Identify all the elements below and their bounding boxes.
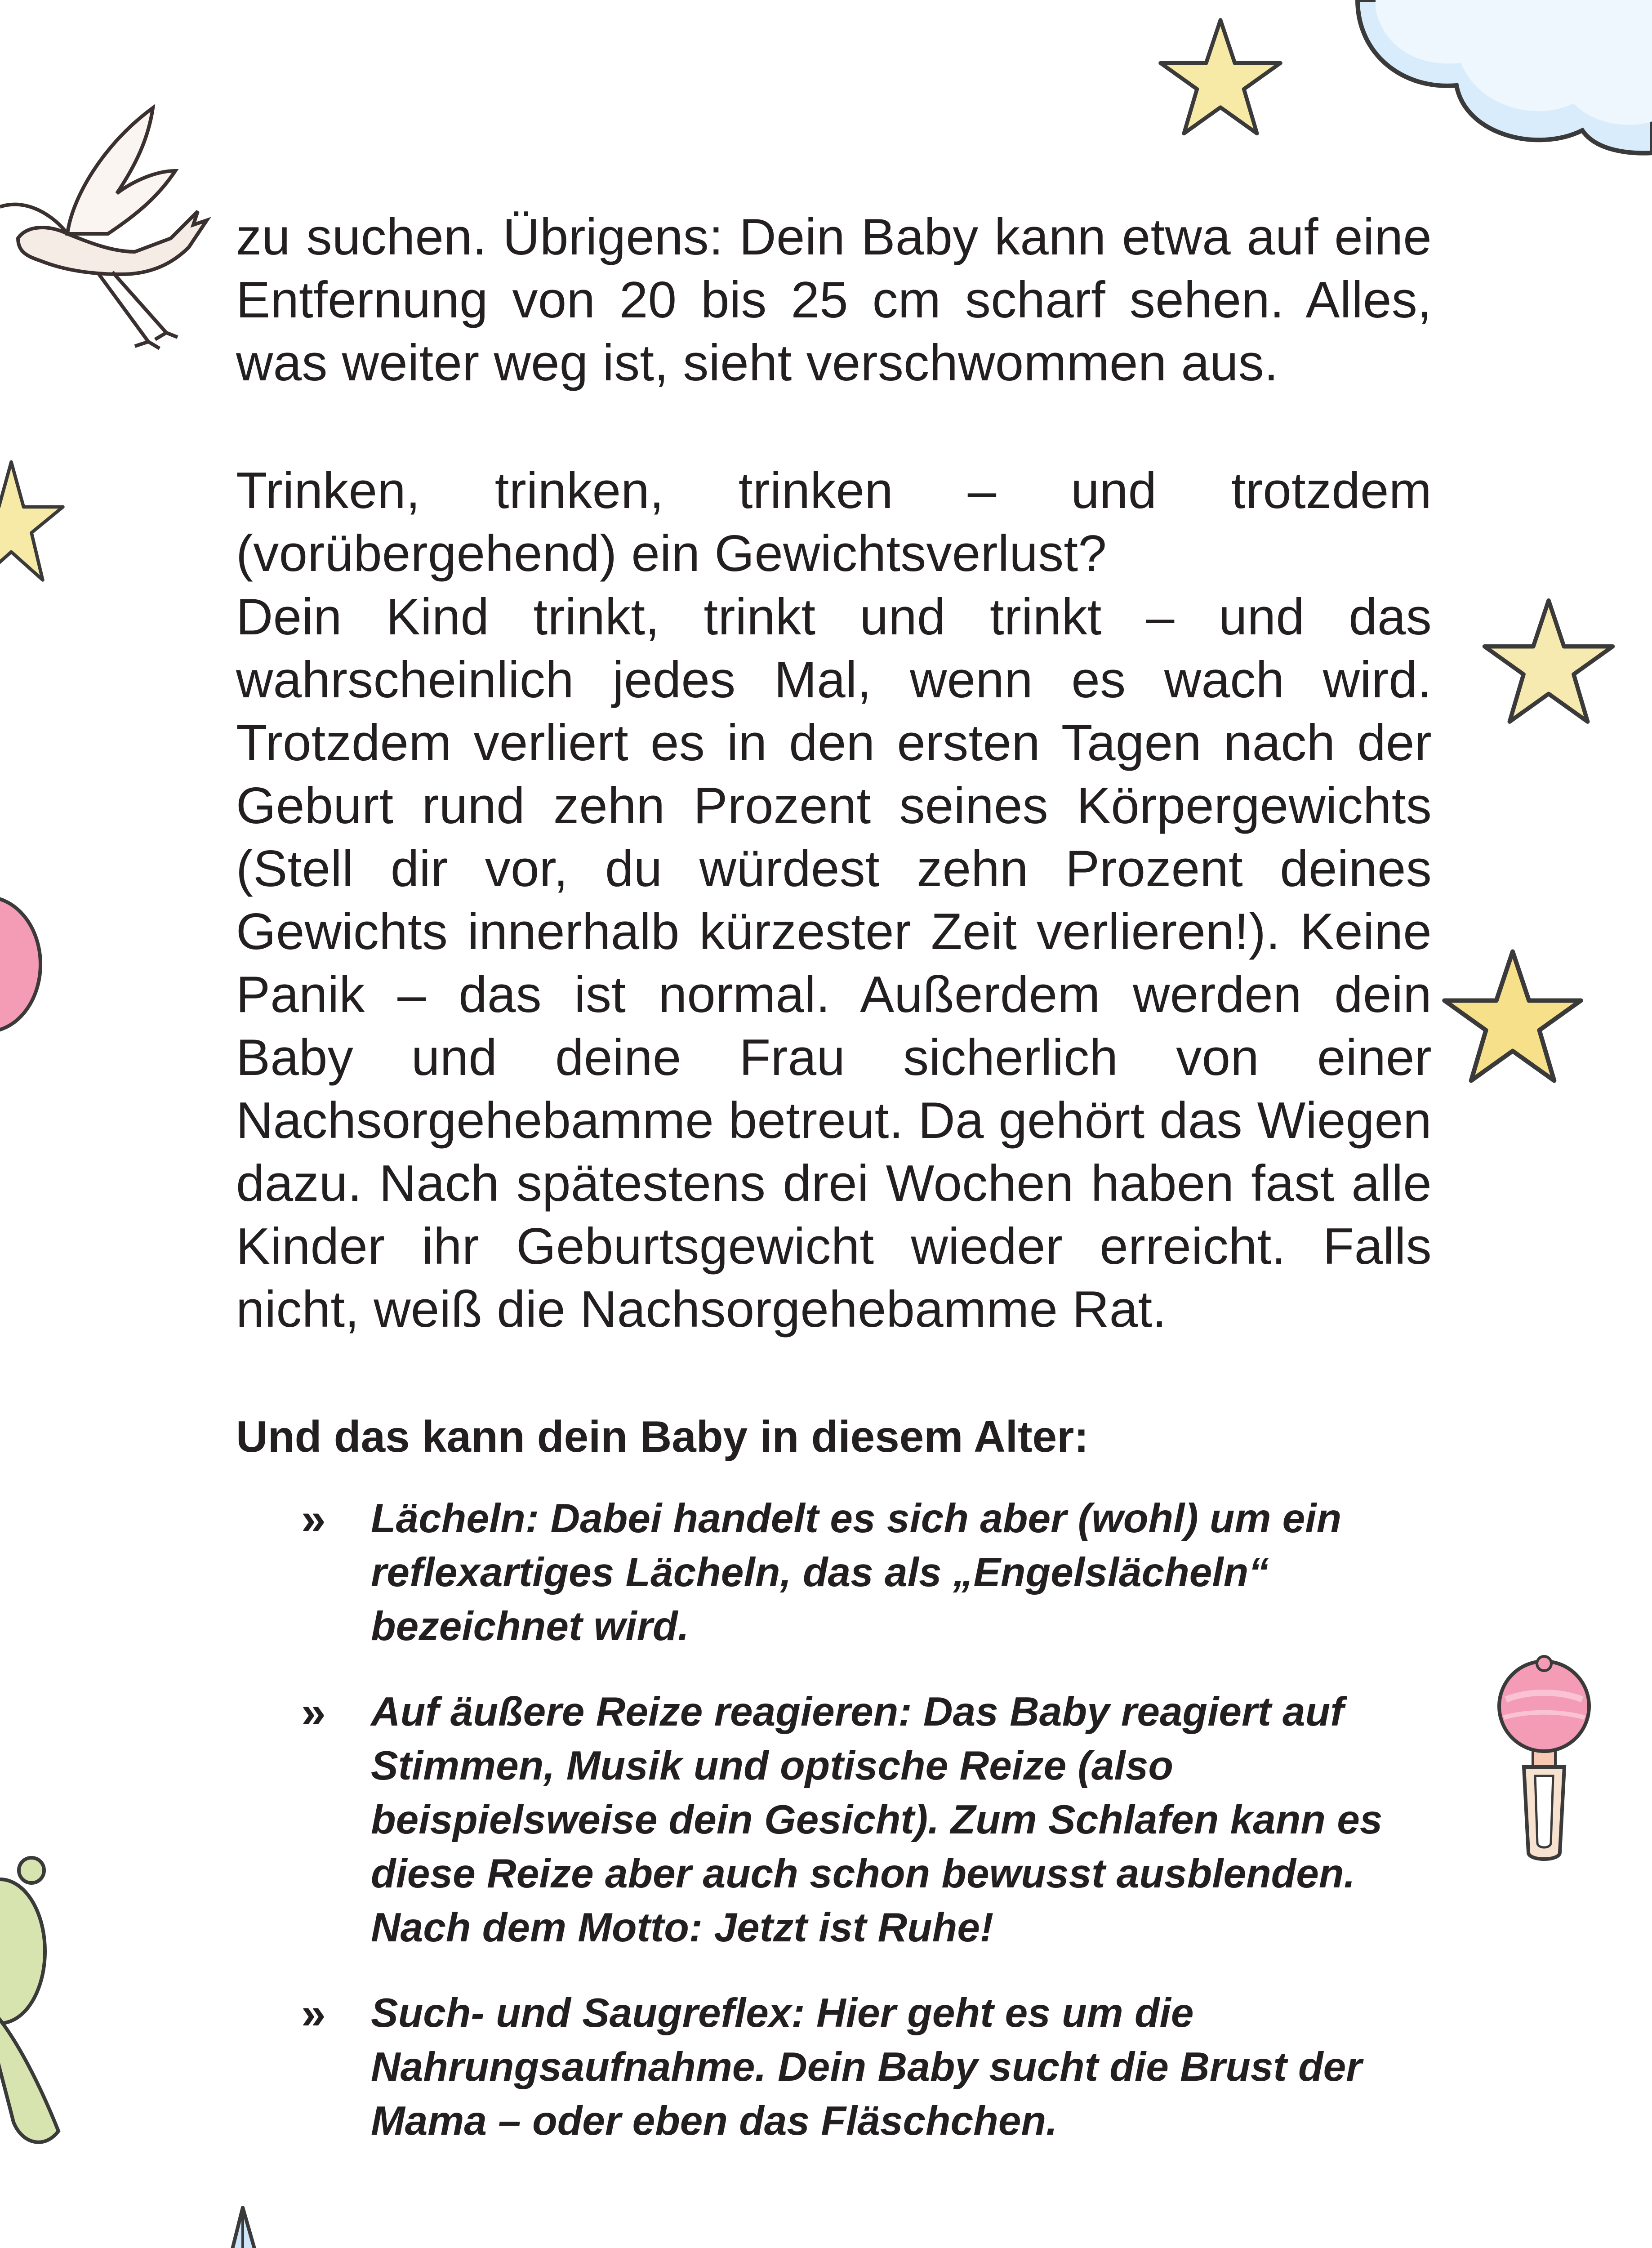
bullet-marker: »: [301, 1494, 326, 1543]
paper-boat-icon: [126, 2199, 360, 2248]
cloud-icon: [1349, 0, 1652, 166]
paragraph-question: [236, 459, 1432, 585]
bullet-marker: »: [301, 1989, 326, 2038]
list-item-text: Lächeln: Dabei handelt es sich aber (wohl) um ein reflexartiges Lächeln, das als „Engelslächeln“ bezeichnet wird.: [371, 1496, 1342, 1649]
pink-ball-icon: [0, 890, 45, 1039]
teddy-icon: [0, 1852, 72, 2154]
list-item-text: Auf äußere Reize reagieren: Das Baby reagiert auf Stimmen, Musik und optische Reize (also beispielsweise dein Gesicht). Zum Schlafen kann es diese Reize aber auch schon bewusst ausblenden. Nach dem Motto: Jetzt ist Ruhe!: [371, 1689, 1383, 1950]
abilities-list: [301, 1492, 1434, 2180]
stork-icon: [0, 90, 216, 378]
paragraph-vision: [236, 206, 1432, 395]
paragraph-weight-loss-text: Dein Kind trinkt, trinkt und trinkt – und das wahrscheinlich jedes Mal, wenn es wach wird. Trotzdem verliert es in den ersten Tagen nach der Geburt rund zehn Prozent seines Körpergewichts (Stell dir vor, du würdest zehn Prozent deines Gewichts innerhalb kürzester Zeit verlieren!). Keine Panik – das ist normal. Außerdem werden dein Baby und deine Frau sicherlich von einer Nachsorgehebamme betreut. Da gehört das Wiegen dazu. Nach spätestens drei Wochen haben fast alle Kinder ihr Geburtsgewicht wieder erreicht. Falls nicht, weiß die Nachsorgehebamme Rat.: [236, 589, 1432, 1338]
section-heading: Und das kann dein Baby in diesem Alter:: [236, 1412, 1089, 1461]
star-icon: [0, 450, 67, 598]
paragraph-question-text: Trinken, trinken, trinken – und trotzdem (vorübergehend) ein Gewichtsverlust?: [236, 462, 1432, 582]
list-item: [301, 1986, 1434, 2148]
paragraph-weight-loss: [236, 586, 1432, 1341]
bullet-marker: »: [301, 1687, 326, 1737]
list-item-text: Such- und Saugreflex: Hier geht es um die Nahrungsaufnahme. Dein Baby sucht die Brust der Mama – oder eben das Fläschchen.: [371, 1990, 1362, 2144]
star-icon: [1438, 944, 1587, 1093]
rattle-icon: [1492, 1655, 1596, 1861]
list-item: [301, 1685, 1434, 1955]
star-icon: [1155, 13, 1286, 144]
list-item: [301, 1492, 1434, 1654]
star-icon: [1479, 593, 1618, 733]
paragraph-vision-text: zu suchen. Übrigens: Dein Baby kann etwa auf eine Entfernung von 20 bis 25 cm scharf sehen. Alles, was weiter weg ist, sieht verschwommen aus.: [236, 209, 1432, 392]
